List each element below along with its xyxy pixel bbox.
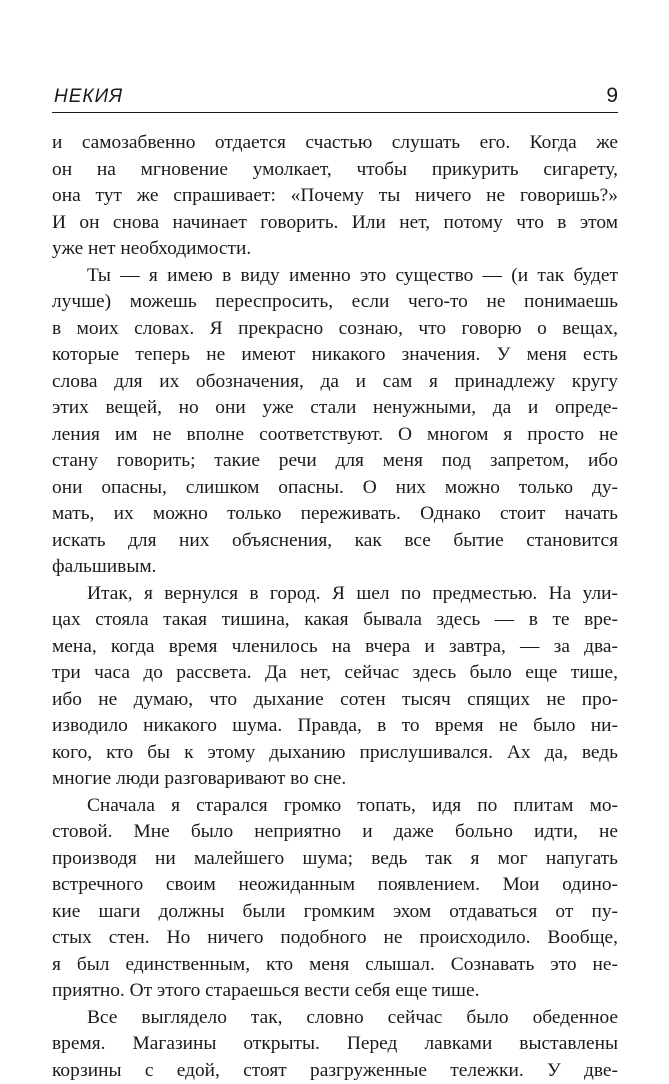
- text-line: стану говорить; такие речи для меня под запретом, ибо: [52, 448, 618, 475]
- text-line: я был единственным, кто меня слышал. Сознавать это не-: [52, 952, 618, 979]
- text-line: приятно. От этого стараешься вести себя еще тише.: [52, 978, 618, 1005]
- text-line: фальшивым.: [52, 554, 618, 581]
- text-line: производя ни малейшего шума; ведь так я мог напугать: [52, 846, 618, 873]
- text-line: время. Магазины открыты. Перед лавками выставлены: [52, 1031, 618, 1058]
- paragraph: [52, 263, 618, 581]
- running-title: НЕКИЯ: [54, 86, 123, 108]
- text-line: корзины с едой, стоят разгруженные тележки. У две-: [52, 1058, 618, 1084]
- text-line: слова для их обозначения, да и сам я принадлежу кругу: [52, 369, 618, 396]
- text-line: и самозабвенно отдается счастью слушать его. Когда же: [52, 130, 618, 157]
- text-line: она тут же спрашивает: «Почему ты ничего не говоришь?»: [52, 183, 618, 210]
- text-line: встречного своим неожиданным появлением. Мои одино-: [52, 872, 618, 899]
- text-line: лучше) можешь переспросить, если чего-то не понимаешь: [52, 289, 618, 316]
- text-line: в моих словах. Я прекрасно сознаю, что говорю о вещах,: [52, 316, 618, 343]
- text-line: ления им не вполне соответствуют. О многом я просто не: [52, 422, 618, 449]
- text-line: которые теперь не имеют никакого значения. У меня есть: [52, 342, 618, 369]
- paragraph: [52, 1005, 618, 1084]
- text-line: многие люди разговаривают во сне.: [52, 766, 618, 793]
- paragraph: [52, 581, 618, 793]
- text-line: три часа до рассвета. Да нет, сейчас здесь было еще тише,: [52, 660, 618, 687]
- text-line: Сначала я старался громко топать, идя по плитам мо-: [52, 793, 618, 820]
- paragraph: [52, 793, 618, 1005]
- text-line: мать, их можно только переживать. Однако стоит начать: [52, 501, 618, 528]
- text-line: они опасны, слишком опасны. О них можно только ду-: [52, 475, 618, 502]
- text-line: он на мгновение умолкает, чтобы прикурить сигарету,: [52, 157, 618, 184]
- text-line: Итак, я вернулся в город. Я шел по предместью. На ули-: [52, 581, 618, 608]
- text-line: уже нет необходимости.: [52, 236, 618, 263]
- running-header: [52, 82, 618, 113]
- text-line: искать для них объяснения, как все бытие становится: [52, 528, 618, 555]
- body-text: [52, 130, 618, 1084]
- text-line: ибо не думаю, что дыхание сотен тысяч спящих не про-: [52, 687, 618, 714]
- page-number: 9: [606, 84, 618, 108]
- text-line: Все выглядело так, словно сейчас было обеденное: [52, 1005, 618, 1032]
- text-line: стых стен. Но ничего подобного не происходило. Вообще,: [52, 925, 618, 952]
- text-line: кие шаги должны были громким эхом отдаваться от пу-: [52, 899, 618, 926]
- text-line: стовой. Мне было неприятно и даже больно идти, не: [52, 819, 618, 846]
- text-line: кого, кто бы к этому дыханию прислушивался. Ах да, ведь: [52, 740, 618, 767]
- text-line: изводило никакого шума. Правда, в то время не было ни-: [52, 713, 618, 740]
- text-line: И он снова начинает говорить. Или нет, потому что в этом: [52, 210, 618, 237]
- paragraph: [52, 130, 618, 263]
- text-line: этих вещей, но они уже стали ненужными, да и опреде-: [52, 395, 618, 422]
- text-line: мена, когда время членилось на вчера и завтра, — за два-: [52, 634, 618, 661]
- text-line: Ты — я имею в виду именно это существо — (и так будет: [52, 263, 618, 290]
- text-line: цах стояла такая тишина, какая бывала здесь — в те вре-: [52, 607, 618, 634]
